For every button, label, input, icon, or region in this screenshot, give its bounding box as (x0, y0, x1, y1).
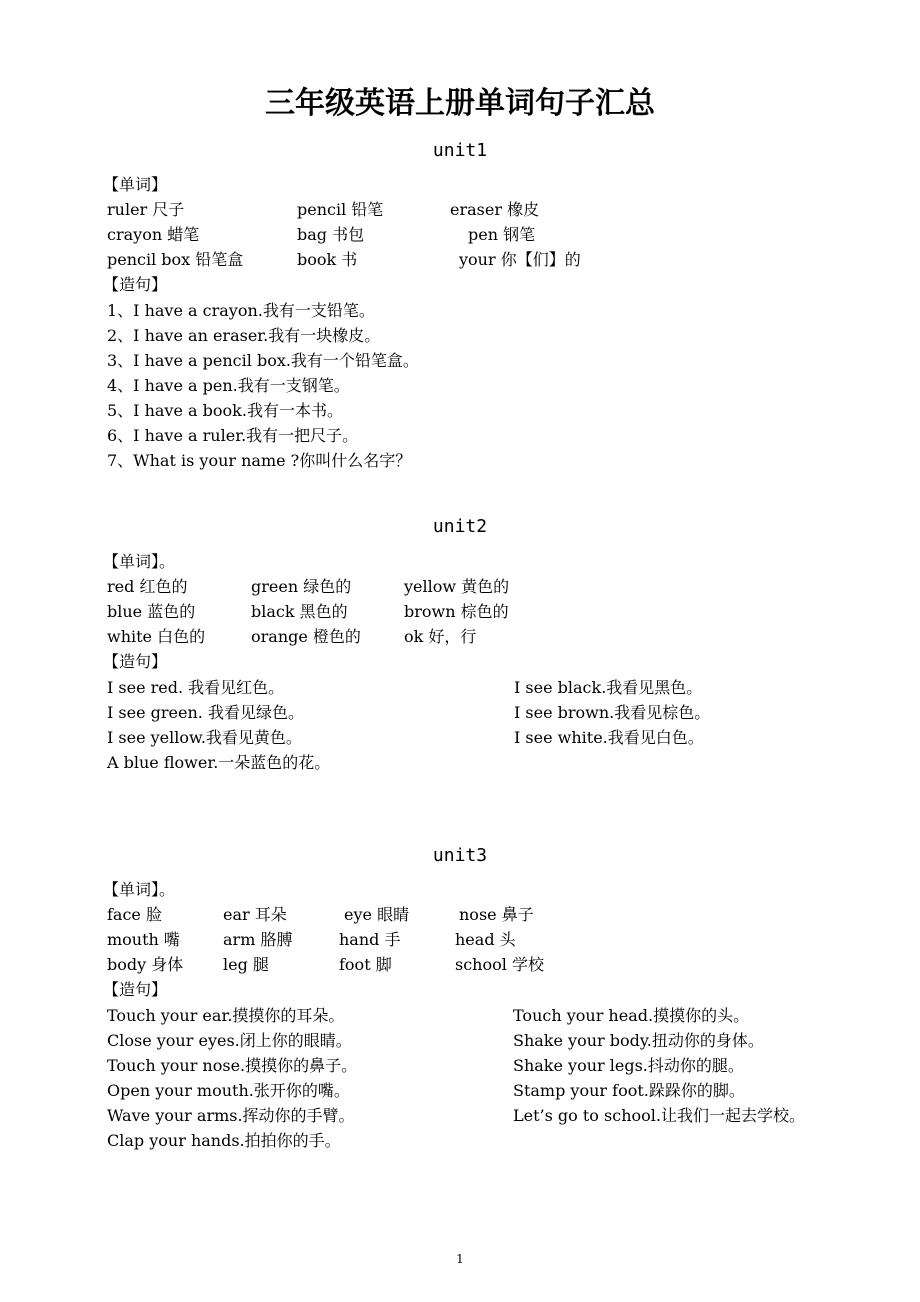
vocab-item: nose 鼻子 (459, 905, 534, 924)
sentence: Wave your arms.挥动你的手臂。 (107, 1106, 355, 1125)
sentence: Touch your nose.摸摸你的鼻子。 (107, 1056, 358, 1075)
vocab-item: yellow 黄色的 (404, 577, 510, 596)
sentence: 4、I have a pen.我有一支钢笔。 (107, 376, 350, 395)
vocab-item: hand 手 (339, 930, 401, 949)
unit3-sentence-label: 【造句】 (103, 980, 168, 999)
sentence: 3、I have a pencil box.我有一个铅笔盒。 (107, 351, 419, 370)
vocab-item: face 脸 (107, 905, 162, 924)
vocab-item: leg 腿 (223, 955, 269, 974)
sentence: Clap your hands.拍拍你的手。 (107, 1131, 341, 1150)
sentence: Shake your legs.抖动你的腿。 (513, 1056, 744, 1075)
vocab-item: mouth 嘴 (107, 930, 180, 949)
sentence: Close your eyes.闭上你的眼睛。 (107, 1031, 352, 1050)
sentence: I see white.我看见白色。 (514, 728, 704, 747)
sentence: I see yellow.我看见黄色。 (107, 728, 302, 747)
sentence: I see black.我看见黑色。 (514, 678, 703, 697)
vocab-item: pencil 铅笔 (297, 200, 384, 219)
vocab-item: crayon 蜡笔 (107, 225, 200, 244)
vocab-item: body 身体 (107, 955, 184, 974)
vocab-item: your 你【们】的 (459, 250, 581, 269)
sentence: I see brown.我看见棕色。 (514, 703, 711, 722)
sentence: I see red. 我看见红色。 (107, 678, 285, 697)
vocab-item: foot 脚 (339, 955, 392, 974)
vocab-item: pencil box 铅笔盒 (107, 250, 244, 269)
vocab-item: book 书 (297, 250, 358, 269)
sentence: Stamp your foot.跺跺你的脚。 (513, 1081, 745, 1100)
vocab-item: white 白色的 (107, 627, 206, 646)
sentence: Touch your head.摸摸你的头。 (513, 1006, 750, 1025)
vocab-item: ruler 尺子 (107, 200, 185, 219)
vocab-item: orange 橙色的 (251, 627, 361, 646)
sentence: A blue flower.一朵蓝色的花。 (107, 753, 331, 772)
vocab-item: bag 书包 (297, 225, 365, 244)
unit3-vocab-label: 【单词】。 (103, 880, 176, 899)
page-number: 1 (456, 1252, 464, 1266)
vocab-item: eraser 橡皮 (450, 200, 540, 219)
sentence: 7、What is your name ?你叫什么名字？ (107, 451, 412, 470)
vocab-item: head 头 (455, 930, 516, 949)
vocab-item: eye 眼睛 (344, 905, 410, 924)
unit1-vocab-label: 【单词】 (103, 175, 168, 194)
page-title: 三年级英语上册单词句子汇总 (265, 86, 655, 121)
sentence: Shake your body.扭动你的身体。 (513, 1031, 764, 1050)
vocab-item: brown 棕色的 (404, 602, 509, 621)
vocab-item: ear 耳朵 (223, 905, 287, 924)
sentence: 1、I have a crayon.我有一支铅笔。 (107, 301, 375, 320)
unit2-sentence-label: 【造句】 (103, 652, 168, 671)
vocab-item: pen 钢笔 (468, 225, 536, 244)
unit1-heading: unit1 (432, 140, 488, 161)
sentence: I see green. 我看见绿色。 (107, 703, 304, 722)
vocab-item: blue 蓝色的 (107, 602, 196, 621)
unit3-heading: unit3 (432, 845, 488, 866)
vocab-item: school 学校 (455, 955, 544, 974)
unit1-sentence-label: 【造句】 (103, 275, 168, 294)
vocab-item: green 绿色的 (251, 577, 352, 596)
unit2-vocab-label: 【单词】。 (103, 552, 176, 571)
sentence: 2、I have an eraser.我有一块橡皮。 (107, 326, 381, 345)
sentence: Touch your ear.摸摸你的耳朵。 (107, 1006, 345, 1025)
vocab-item: arm 胳膊 (223, 930, 293, 949)
sentence: 6、I have a ruler.我有一把尺子。 (107, 426, 359, 445)
vocab-item: red 红色的 (107, 577, 188, 596)
sentence: Open your mouth.张开你的嘴。 (107, 1081, 350, 1100)
sentence: Let’s go to school.让我们一起去学校。 (513, 1106, 805, 1125)
sentence: 5、I have a book.我有一本书。 (107, 401, 343, 420)
unit2-heading: unit2 (432, 516, 488, 537)
vocab-item: ok 好，行 (404, 627, 477, 646)
vocab-item: black 黑色的 (251, 602, 348, 621)
